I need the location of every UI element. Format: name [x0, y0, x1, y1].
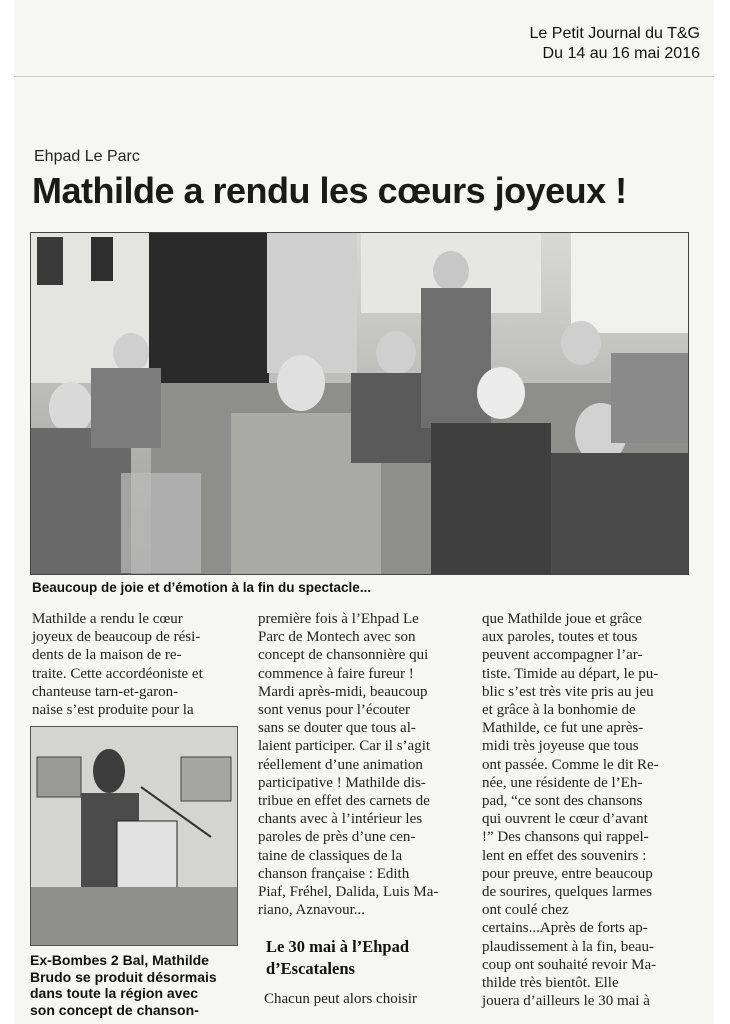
- second-photo-caption: Ex-Bombes 2 Bal, Mathilde Brudo se produit désormais dans toute la région avec son concept de chanson-: [30, 952, 217, 1018]
- article-kicker: Ehpad Le Parc: [34, 148, 140, 165]
- main-photo: [30, 232, 689, 575]
- article-subheading: Le 30 mai à l’Ehpad d’Escatalens: [266, 937, 410, 978]
- article-column-3: [482, 610, 688, 1010]
- page-header: [530, 24, 700, 64]
- second-photo: [30, 726, 238, 946]
- article-column-1: [32, 610, 241, 719]
- column-2-continued-text: Chacun peut alors choisir: [264, 991, 417, 1007]
- header-rule: [14, 76, 714, 77]
- article-column-2: [258, 610, 464, 919]
- publication-name: Le Petit Journal du T&G: [529, 25, 700, 42]
- issue-dates: Du 14 au 16 mai 2016: [542, 45, 700, 62]
- article-column-2-continued: [264, 990, 470, 1008]
- column-3-text: que Mathilde joue et grâce aux paroles, toutes et tous peuvent accompagner l’ar- tiste. Timide au départ, le pu- blic s’est très vite pris au jeu et grâce à la bonhomie de Mathilde, ce fut une après- midi très joyeuse que tous ont passée. Comme le dit Re- née, une résidente de l’Eh- pad, “ce sont des chansons qui ouvrent le cœur d’avant !” Des chansons qui rappel- lent en effet des souvenirs : pour preuve, entre beaucoup de sourires, quelques larmes ont coulé chez certains...Après de forts ap- plaudissement à la fin, beau- coup ont souhaité revoir Ma- thilde très bientôt. Elle jouera d’ailleurs le 30 mai à: [482, 611, 659, 1010]
- column-2-text: première fois à l’Ehpad Le Parc de Montech avec son concept de chansonnière qui commence à faire fureur ! Mardi après-midi, beaucoup sont venus pour l’écouter sans se douter que tous al- laient participer. Car il s’agit réellement d’une animation participative ! Mathilde dis- tribue en effet des carnets de chants avec à l’intérieur les paroles de près d’une cen- taine de classiques de la chanson française : Edith Piaf, Fréhel, Dalida, Luis Ma- riano, Aznavour...: [258, 611, 439, 919]
- article-title: Mathilde a rendu les cœurs joyeux !: [32, 170, 627, 211]
- main-photo-caption: Beaucoup de joie et d’émotion à la fin du spectacle...: [32, 580, 372, 595]
- column-1-text: Mathilde a rendu le cœur joyeux de beaucoup de rési- dents de la maison de re- traite. Cette accordéoniste et chanteuse tarn-et-garon- naise s’est produite pour la: [32, 611, 203, 719]
